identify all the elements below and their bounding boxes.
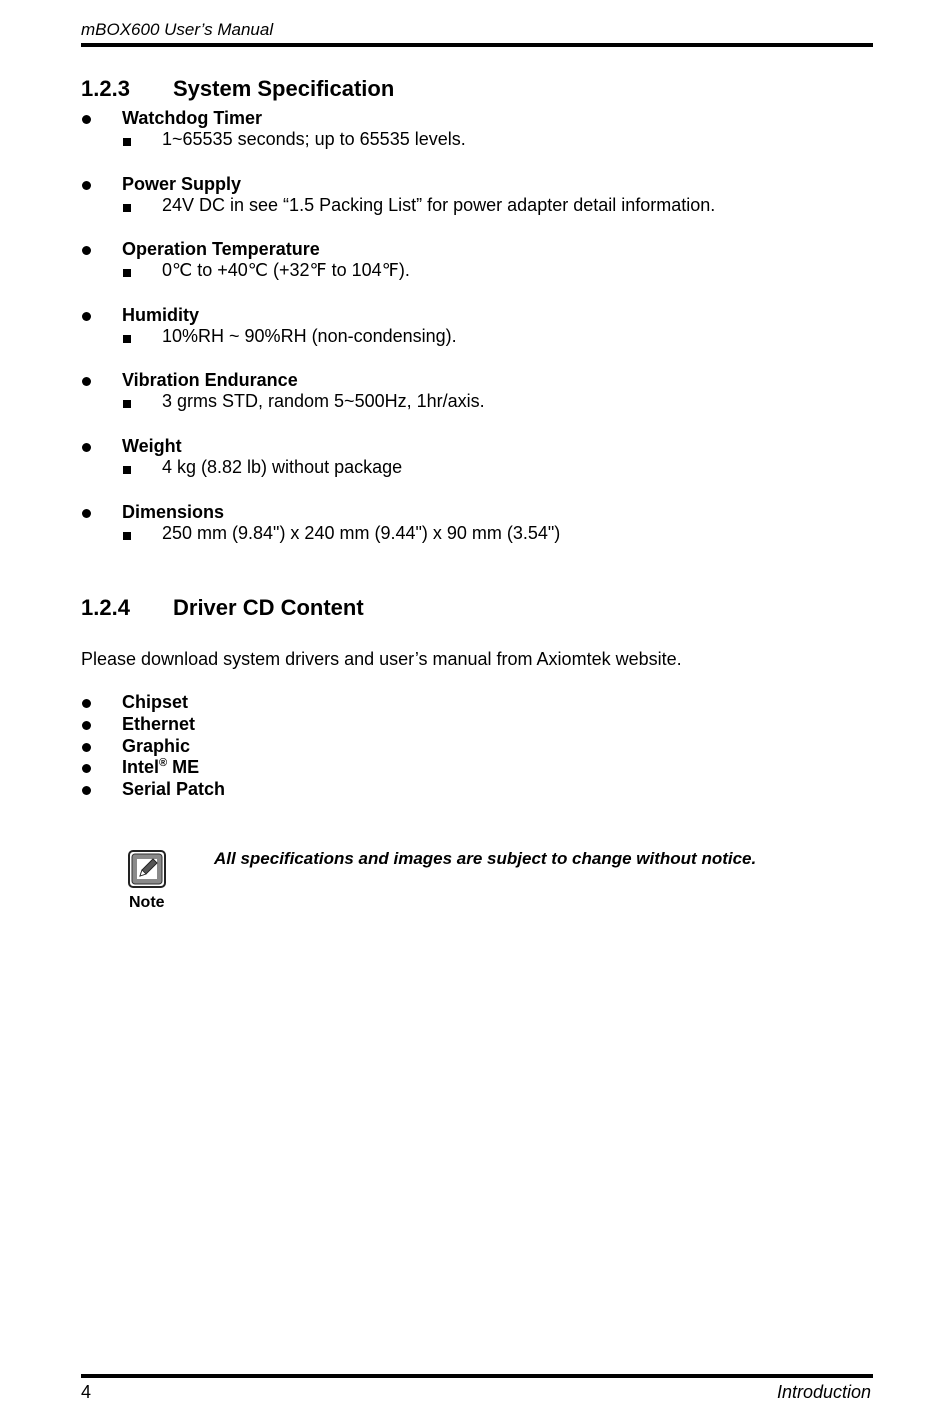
manual-title: mBOX600 User’s Manual bbox=[81, 20, 274, 39]
bullet-icon bbox=[82, 115, 91, 124]
square-bullet-icon bbox=[123, 335, 131, 343]
bullet-icon bbox=[82, 764, 91, 773]
spec-item-humidity bbox=[81, 305, 873, 371]
square-bullet-icon bbox=[123, 400, 131, 408]
spec-item-watchdog-timer bbox=[81, 108, 873, 174]
spec-item-operation-temperature bbox=[81, 239, 873, 305]
bullet-icon bbox=[82, 509, 91, 518]
section-number: 1.2.3 bbox=[81, 76, 130, 101]
driver-intro-text: Please download system drivers and user’s manual from Axiomtek website. bbox=[81, 649, 682, 669]
section-title: Driver CD Content bbox=[173, 595, 364, 620]
footer-section-name: Introduction bbox=[776, 1382, 871, 1402]
spec-title: Dimensions bbox=[122, 501, 225, 522]
spec-title: Operation Temperature bbox=[122, 239, 320, 260]
bullet-icon bbox=[82, 377, 91, 386]
spec-title: Weight bbox=[122, 435, 182, 456]
note-text: All specifications and images are subject to change without notice. bbox=[214, 849, 757, 868]
section-heading-driver-cd-content bbox=[81, 595, 364, 621]
driver-label bbox=[122, 757, 199, 778]
section-heading-system-specification bbox=[81, 76, 394, 102]
bullet-icon bbox=[82, 699, 91, 708]
section-title: System Specification bbox=[173, 76, 395, 101]
spec-title: Humidity bbox=[122, 304, 200, 325]
spec-title: Power Supply bbox=[122, 173, 242, 194]
spec-detail: 0℃ to +40℃ (+32℉ to 104℉). bbox=[162, 260, 410, 281]
driver-label: Chipset bbox=[122, 692, 189, 712]
square-bullet-icon bbox=[123, 532, 131, 540]
spec-title: Watchdog Timer bbox=[122, 108, 263, 128]
bullet-icon bbox=[82, 312, 91, 321]
spec-detail: 24V DC in see “1.5 Packing List” for power adapter detail information. bbox=[162, 194, 716, 215]
page-number: 4 bbox=[81, 1382, 92, 1402]
spec-item-dimensions bbox=[81, 502, 873, 568]
note-pencil-icon bbox=[128, 850, 166, 888]
square-bullet-icon bbox=[123, 466, 131, 474]
spec-detail: 1~65535 seconds; up to 65535 levels. bbox=[162, 129, 466, 149]
page-header bbox=[81, 18, 873, 48]
spec-detail: 3 grms STD, random 5~500Hz, 1hr/axis. bbox=[162, 391, 485, 412]
driver-label: Ethernet bbox=[122, 713, 196, 734]
bullet-icon bbox=[82, 786, 91, 795]
footer-rule bbox=[81, 1374, 873, 1378]
driver-label: Graphic bbox=[122, 735, 191, 756]
square-bullet-icon bbox=[123, 269, 131, 277]
driver-label-text: Intel bbox=[122, 757, 160, 778]
bullet-icon bbox=[82, 743, 91, 752]
spec-detail: 4 kg (8.82 lb) without package bbox=[162, 456, 403, 477]
registered-mark: ® bbox=[159, 757, 168, 770]
spec-item-power-supply bbox=[81, 174, 873, 240]
square-bullet-icon bbox=[123, 138, 131, 146]
spec-list bbox=[81, 108, 873, 567]
spec-item-vibration-endurance bbox=[81, 370, 873, 436]
header-rule bbox=[81, 43, 873, 47]
bullet-icon bbox=[82, 721, 91, 730]
spec-detail: 250 mm (9.84") x 240 mm (9.44") x 90 mm (3.54") bbox=[162, 522, 561, 543]
spec-title: Vibration Endurance bbox=[122, 370, 298, 391]
driver-label: Serial Patch bbox=[122, 779, 226, 800]
spec-item-weight bbox=[81, 436, 873, 502]
square-bullet-icon bbox=[123, 204, 131, 212]
bullet-icon bbox=[82, 181, 91, 190]
bullet-icon bbox=[82, 443, 91, 452]
section-number: 1.2.4 bbox=[81, 595, 130, 620]
spec-detail: 10%RH ~ 90%RH (non-condensing). bbox=[162, 325, 457, 346]
bullet-icon bbox=[82, 246, 91, 255]
note-label: Note bbox=[129, 894, 165, 911]
driver-label-suffix: ME bbox=[167, 757, 200, 778]
page-footer bbox=[81, 1374, 873, 1414]
